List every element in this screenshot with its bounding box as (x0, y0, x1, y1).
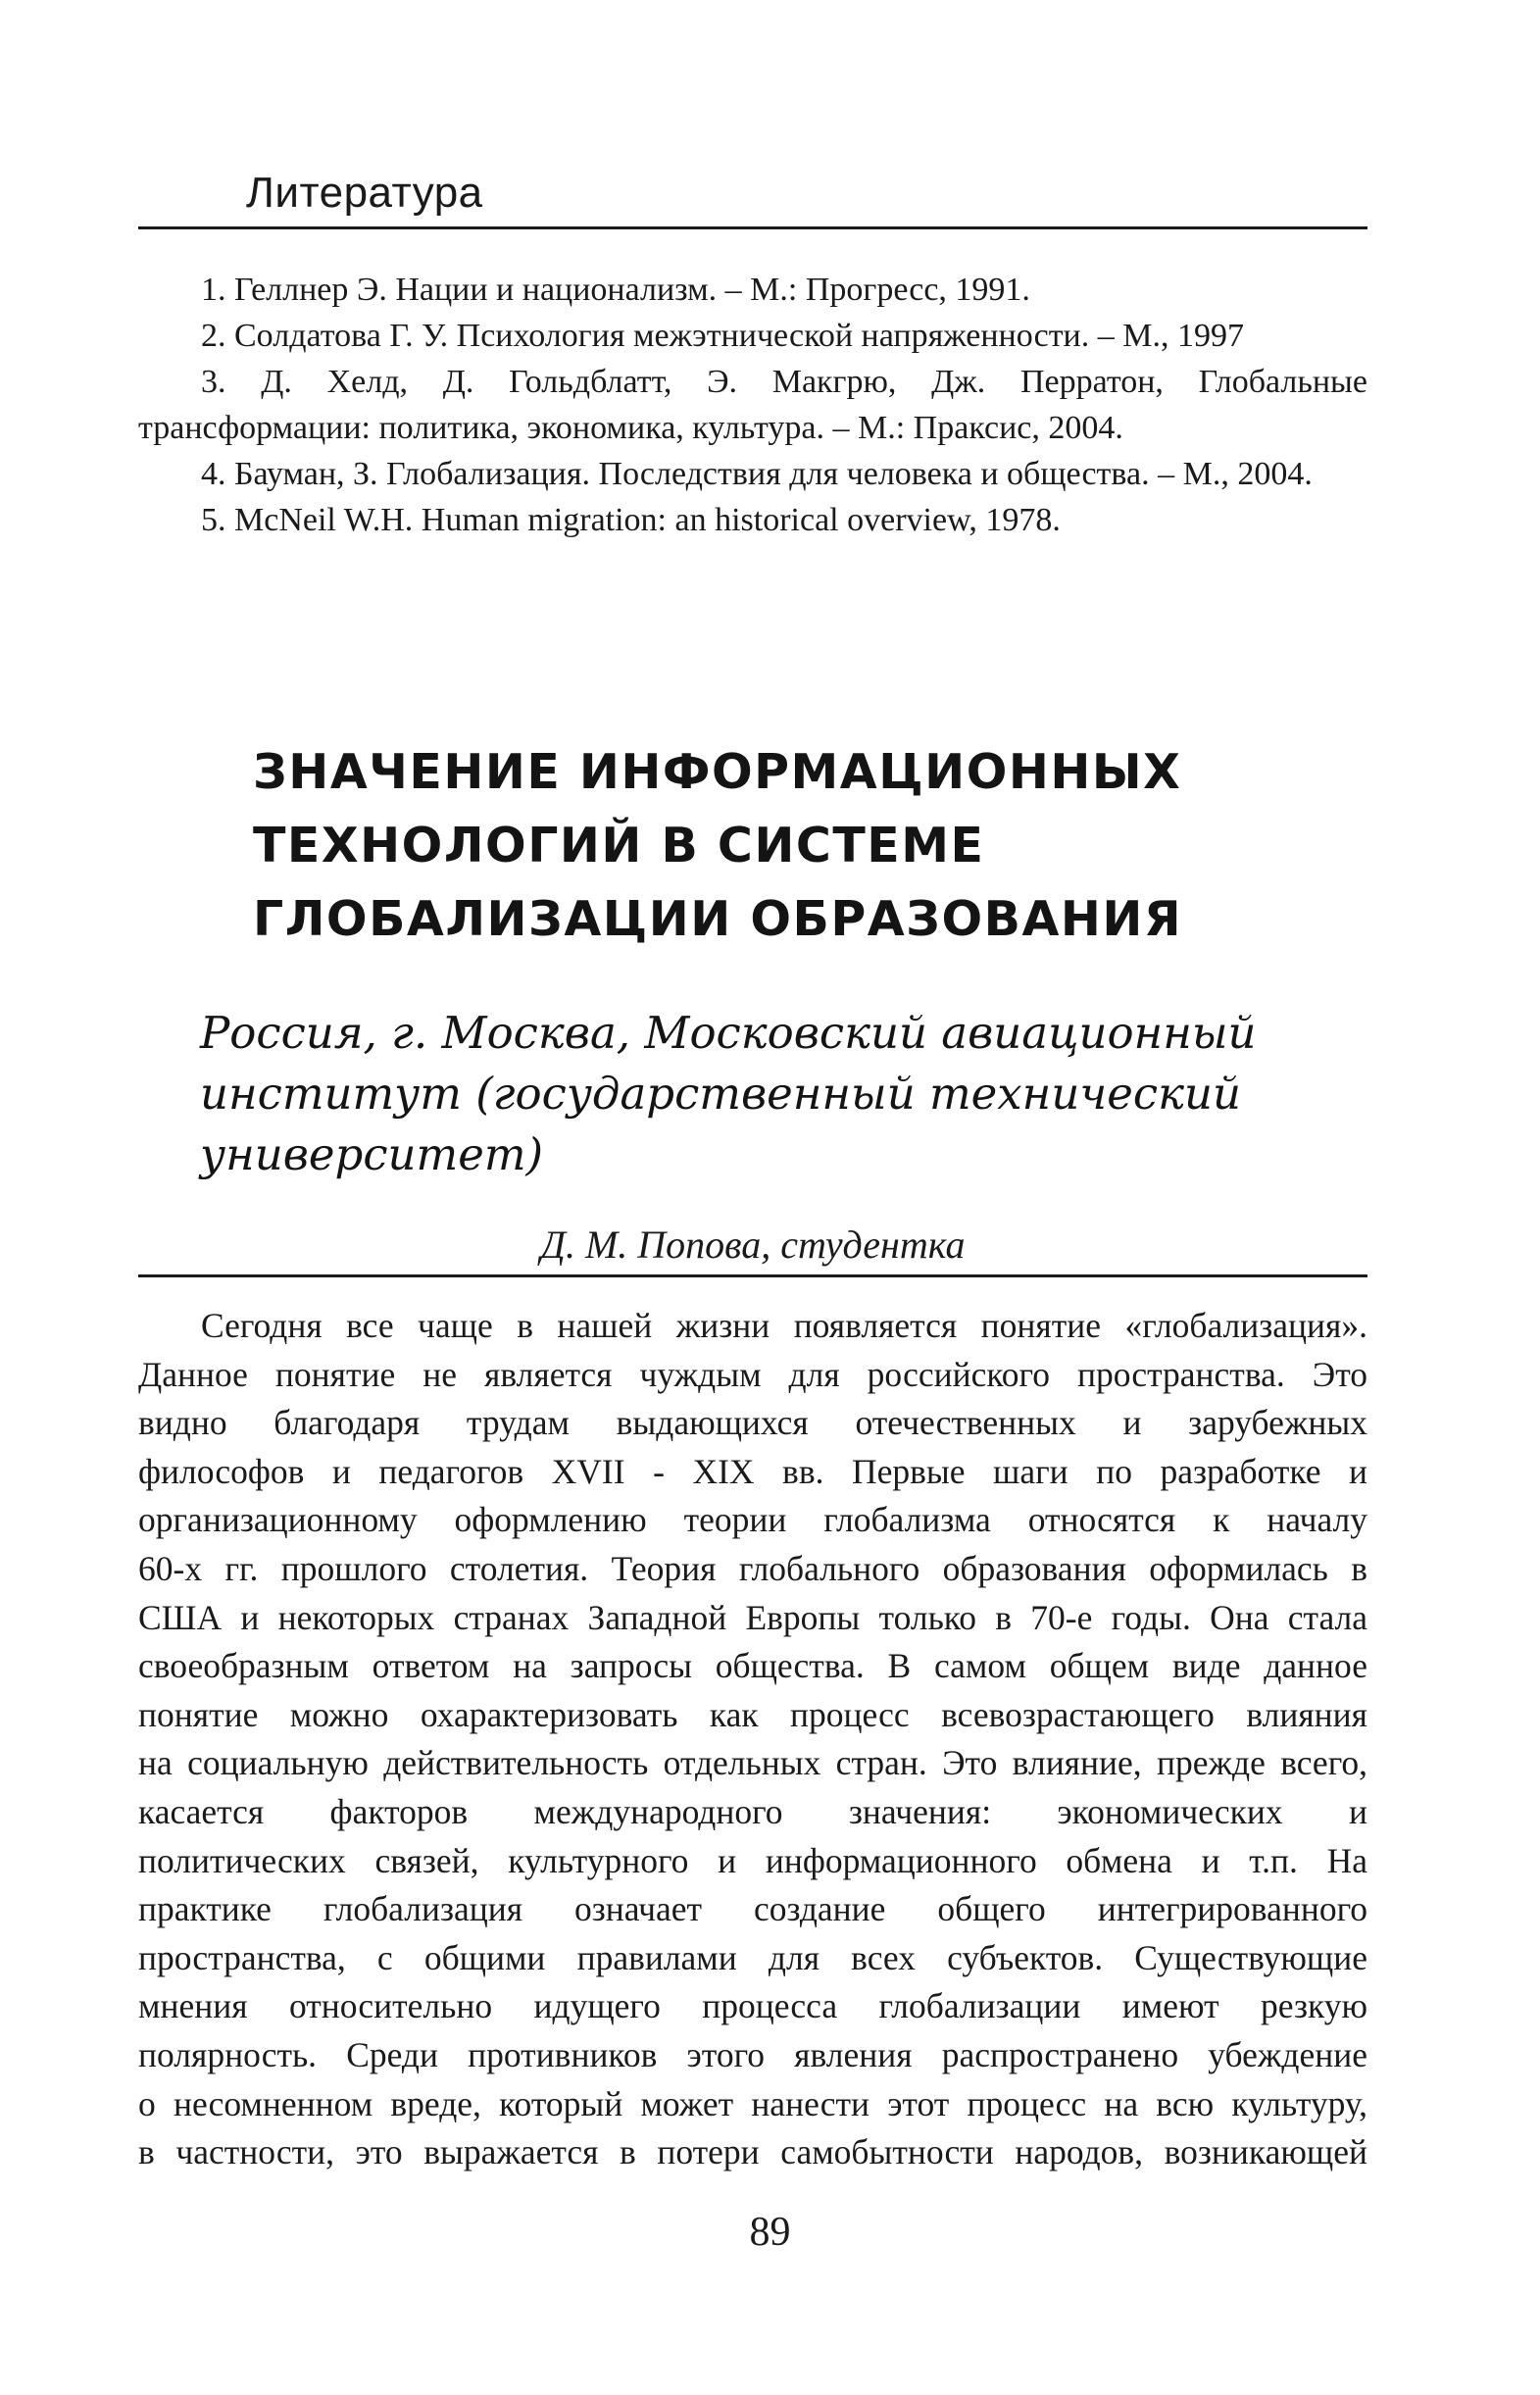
affiliation-line: Россия, г. Москва, Московский авиационный (200, 1007, 1257, 1059)
reference-item: 2. Солдатова Г. У. Психология межэтнической напряженности. – М., 1997 (201, 318, 1244, 354)
body-line: в частности, это выражается в потери самобытности народов, возникающей (138, 2132, 1367, 2172)
body-line: Данное понятие не является чуждым для российского пространства. Это (138, 1354, 1367, 1394)
body-line: о несомненном вреде, который может нанести этот процесс на всю культуру, (138, 2083, 1367, 2123)
body-line: практике глобализация означает создание общего интегрированного (138, 1889, 1367, 1929)
body-line: видно благодаря трудам выдающихся отечественных и зарубежных (138, 1403, 1367, 1443)
affiliation-line: университет) (200, 1128, 544, 1180)
reference-item: 1. Геллнер Э. Нации и национализм. – М.: Прогресс, 1991. (201, 272, 1030, 308)
body-line: организационному оформлению теории глобализма относятся к началу (138, 1500, 1367, 1540)
article-title-line: ТЕХНОЛОГИЙ В СИСТЕМЕ (253, 818, 985, 873)
body-line: на социальную действительность отдельных стран. Это влияние, прежде всего, (138, 1743, 1367, 1783)
author-byline: Д. М. Попова, студентка (540, 1222, 966, 1267)
header-divider (138, 226, 1367, 229)
article-title-line: ЗНАЧЕНИЕ ИНФОРМАЦИОННЫХ (253, 744, 1182, 800)
reference-list (138, 267, 1367, 543)
body-line: своеобразным ответом на запросы общества. В самом общем виде данное (138, 1646, 1367, 1686)
section-title: Литература (246, 169, 483, 217)
body-line: Сегодня все чаще в нашей жизни появляется понятие «глобализация». (201, 1306, 1367, 1345)
body-line: касается факторов международного значения: экономических и (138, 1791, 1367, 1831)
article-title (253, 735, 1351, 956)
byline-divider (138, 1274, 1367, 1277)
body-line: мнения относительно идущего процесса глобализации имеют резкую (138, 1986, 1367, 2026)
reference-item: 4. Бауман, З. Глобализация. Последствия для человека и общества. – М., 2004. (201, 456, 1313, 492)
affiliation-line: институт (государственный технический (200, 1068, 1241, 1120)
body-line: пространства, с общими правилами для всех субъектов. Существующие (138, 1937, 1367, 1977)
body-line: США и некоторых странах Западной Европы только в 70-е годы. Она стала (138, 1597, 1367, 1637)
section-header (138, 162, 1367, 230)
author-affiliation (200, 1003, 1308, 1185)
body-line: 60-х гг. прошлого столетия. Теория глобального образования оформилась в (138, 1548, 1367, 1588)
page-number: 89 (749, 2210, 791, 2255)
article-title-line: ГЛОБАЛИЗАЦИИ ОБРАЗОВАНИЯ (253, 891, 1183, 947)
body-line: полярность. Среди противников этого явления распространено убеждение (138, 2034, 1367, 2074)
body-line: политических связей, культурного и информационного обмена и т.п. На (138, 1840, 1367, 1880)
body-line: понятие можно охарактеризовать как процесс всевозрастающего влияния (138, 1694, 1367, 1734)
body-line: философов и педагогов XVII - XIX вв. Первые шаги по разработке и (138, 1451, 1367, 1491)
article-body (138, 1302, 1367, 2177)
reference-item: 3. Д. Хелд, Д. Гольдблатт, Э. Макгрю, Дж. Перратон, Глобальные трансформации: политика, экономика, культура. – М.: Праксис, 2004. (138, 364, 1367, 446)
reference-item: 5. McNeil W.H. Human migration: an historical overview, 1978. (201, 502, 1061, 538)
